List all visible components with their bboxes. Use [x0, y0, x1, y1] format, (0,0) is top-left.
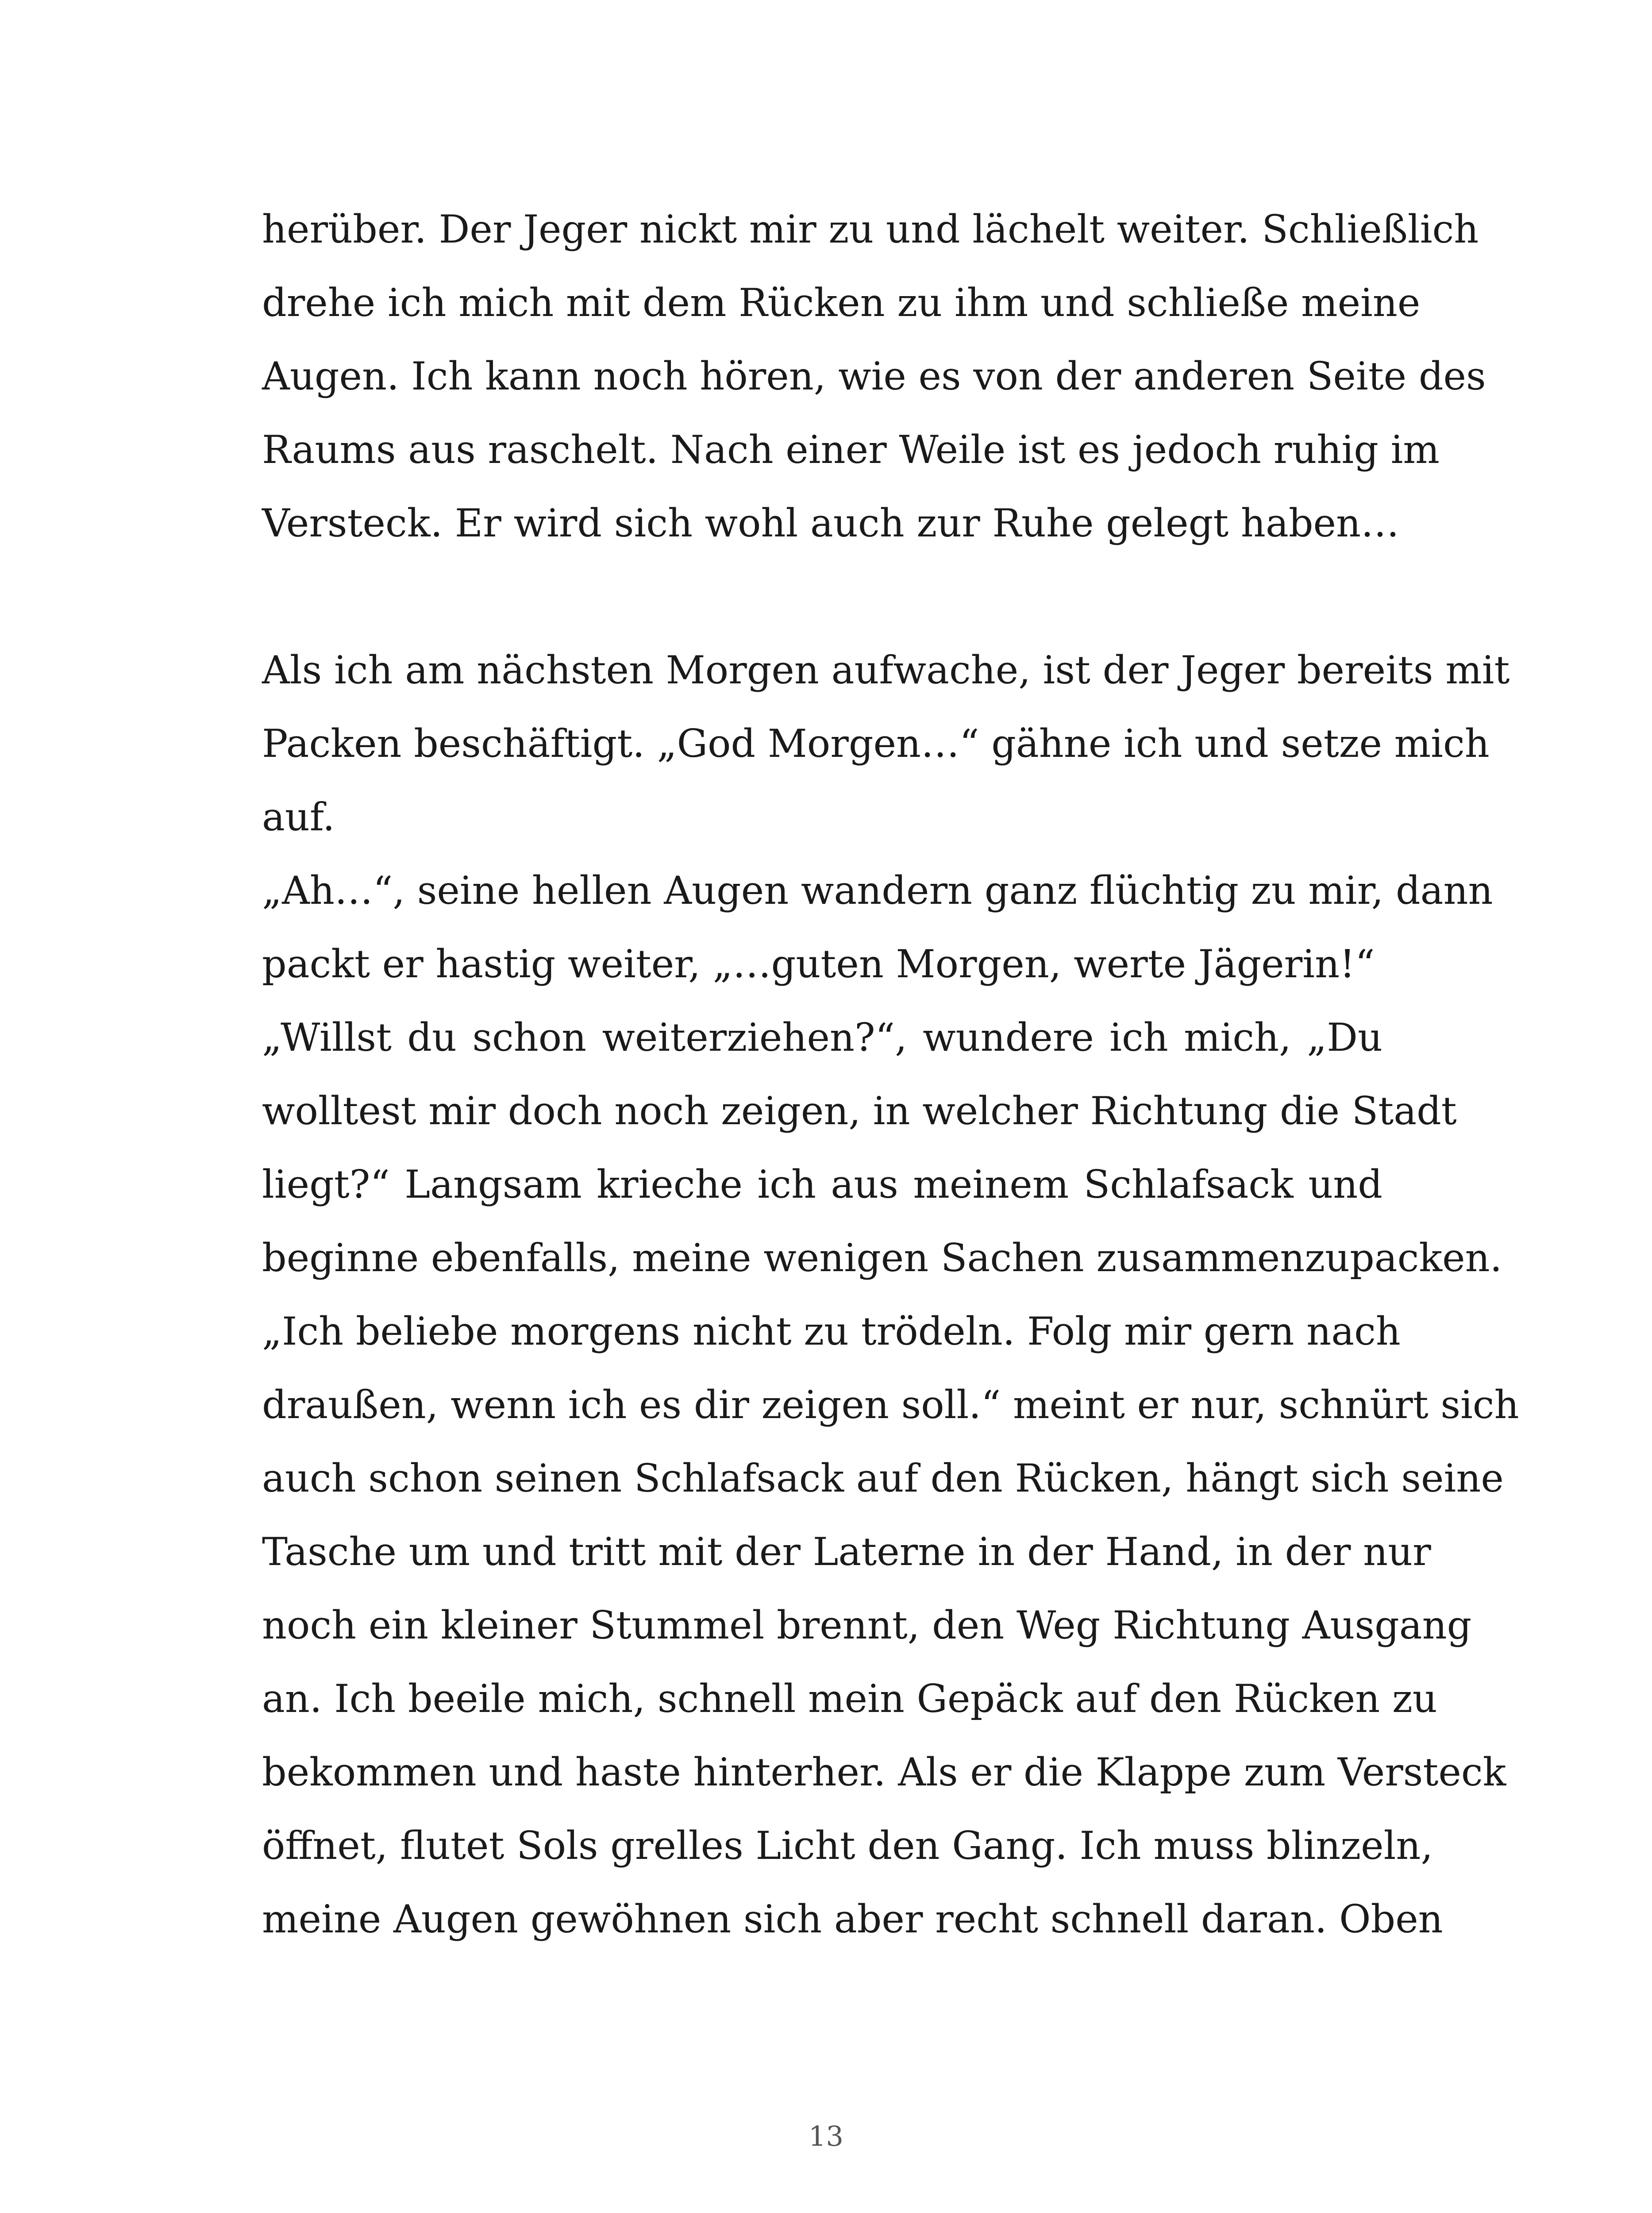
text-line: meine Augen gewöhnen sich aber recht schnell daran. Oben — [262, 1897, 1443, 1942]
text-line: draußen, wenn ich es dir zeigen soll.“ meint er nur, schnürt sich — [262, 1382, 1519, 1427]
text-line: „Ich beliebe morgens nicht zu trödeln. Folg mir gern nach — [262, 1309, 1401, 1354]
text-line: noch ein kleiner Stummel brennt, den Weg Richtung Ausgang — [262, 1603, 1472, 1648]
text-line: wolltest mir doch noch zeigen, in welcher Richtung die Stadt — [262, 1088, 1457, 1133]
body-text — [262, 193, 1519, 1956]
text-line: herüber. Der Jeger nickt mir zu und lächelt weiter. Schließlich — [262, 207, 1479, 252]
text-line: Raums aus raschelt. Nach einer Weile ist es jedoch ruhig im — [262, 427, 1440, 472]
text-line: Augen. Ich kann noch hören, wie es von der anderen Seite des — [262, 354, 1486, 399]
text-line: drehe ich mich mit dem Rücken zu ihm und schließe meine — [262, 280, 1421, 325]
text-line: liegt?“ Langsam krieche ich aus meinem Schlafsack und — [262, 1162, 1382, 1207]
page-number: 13 — [809, 2120, 843, 2152]
text-line: Als ich am nächsten Morgen aufwache, ist der Jeger bereits mit — [262, 648, 1510, 693]
text-line: an. Ich beeile mich, schnell mein Gepäck auf den Rücken zu — [262, 1676, 1437, 1721]
text-line: auf. — [262, 794, 335, 840]
text-line: „Ah…“, seine hellen Augen wandern ganz flüchtig zu mir, dann — [262, 868, 1493, 913]
text-line: bekommen und haste hinterher. Als er die Klappe zum Versteck — [262, 1750, 1506, 1795]
text-line: Versteck. Er wird sich wohl auch zur Ruhe gelegt haben… — [262, 501, 1400, 546]
text-line: Packen beschäftigt. „God Morgen…“ gähne ich und setze mich — [262, 721, 1490, 766]
text-line: beginne ebenfalls, meine wenigen Sachen zusammenzupacken. — [262, 1235, 1502, 1280]
text-line: „Willst du schon weiterziehen?“, wundere ich mich, „Du — [262, 1015, 1382, 1060]
paragraph-gap — [262, 560, 1382, 633]
text-line: packt er hastig weiter, „…guten Morgen, werte Jägerin!“ — [262, 941, 1375, 987]
text-line: öffnet, flutet Sols grelles Licht den Gang. Ich muss blinzeln, — [262, 1823, 1433, 1868]
text-line: Tasche um und tritt mit der Laterne in der Hand, in der nur — [262, 1529, 1431, 1574]
text-line: auch schon seinen Schlafsack auf den Rücken, hängt sich seine — [262, 1456, 1504, 1501]
